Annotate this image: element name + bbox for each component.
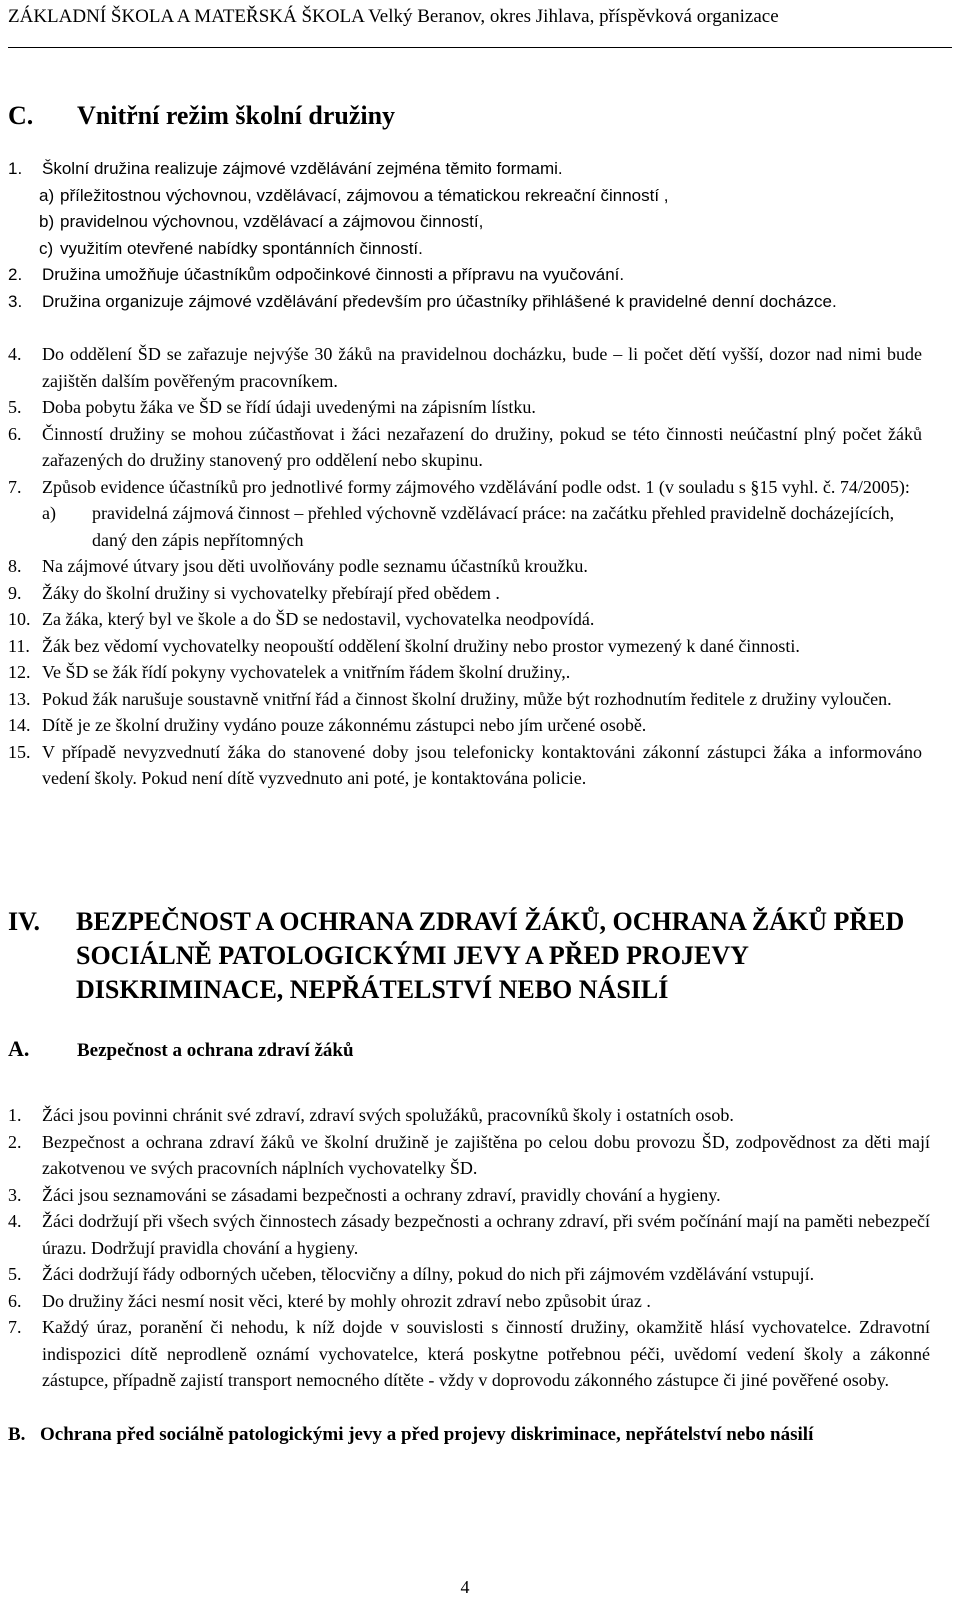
- list-item: 2. Bezpečnost a ochrana zdraví žáků ve školní družině je zajištěna po celou dobu provozu ŠD, zodpovědnost za děti mají zakotvenou ve svých pracovních náplních vychovatelky ŠD.: [8, 1131, 930, 1178]
- section-c-list-part2: [0, 341, 922, 792]
- list-item: 5. Doba pobytu žáka ve ŠD se řídí údaji uvedenými na zápisním lístku.: [8, 397, 536, 417]
- list-item: 1. Žáci jsou povinni chránit své zdraví, zdraví svých spolužáků, pracovníků školy i ostatních osob.: [8, 1105, 734, 1125]
- list-item: c) využitím otevřené nabídky spontánních činností.: [39, 238, 423, 258]
- list-item: 14. Dítě je ze školní družiny vydáno pouze zákonnému zástupci nebo jím určené osobě.: [8, 715, 647, 735]
- section-a-list: [0, 1102, 930, 1394]
- list-item: 3. Žáci jsou seznamováni se zásadami bezpečnosti a ochrany zdraví, pravidly chování a hygieny.: [8, 1184, 721, 1205]
- list-item: 15. V případě nevyzvednutí žáka do stanovené doby jsou telefonicky kontaktováni zákonní zástupci žáka a informováno vedení školy. Pokud není dítě vyzvednuto ani poté, je kontaktována policie.: [8, 741, 922, 788]
- school-header: ZÁKLADNÍ ŠKOLA A MATEŘSKÁ ŠKOLA Velký Beranov, okres Jihlava, příspěvková organizace: [8, 6, 779, 27]
- list-item: 10. Za žáka, který byl ve škole a do ŠD se nedostavil, vychovatelka neodpovídá.: [8, 609, 595, 629]
- list-item: 13. Pokud žák narušuje soustavně vnitřní řád a činnost školní družiny, může být rozhodnutím ředitele z družiny vyloučen.: [8, 688, 892, 709]
- list-item: 9. Žáky do školní družiny si vychovatelky přebírají před obědem .: [8, 582, 500, 603]
- list-item: 2. Družina umožňuje účastníkům odpočinkové činnosti a přípravu na vyučování.: [8, 265, 625, 284]
- section-c-title: Vnitřní režim školní družiny: [77, 101, 396, 130]
- list-item: 11. Žák bez vědomí vychovatelky neopouští oddělení školní družiny nebo prostor vymezený k dané činnosti.: [8, 635, 800, 656]
- section-c-number: C.: [8, 101, 34, 130]
- section-a-heading: [8, 1036, 354, 1062]
- section-b-number: B.: [8, 1424, 26, 1445]
- section-b-title: Ochrana před sociálně patologickými jevy a před projevy diskriminace, nepřátelství nebo násilí: [40, 1424, 814, 1445]
- list-item: 7. Způsob evidence účastníků pro jednotlivé formy zájmového vzdělávání podle odst. 1 (v souladu s §15 vyhl. č. 74/2005):: [8, 476, 910, 497]
- list-item: 1. Školní družina realizuje zájmové vzdělávání zejména těmito formami.: [8, 159, 563, 178]
- section-iv-number: IV.: [8, 907, 41, 936]
- page-number: 4: [460, 1577, 470, 1597]
- list-item: 5. Žáci dodržují řády odborných učeben, tělocvičny a dílny, pokud do nich při zájmovém vzdělávání vstupují.: [8, 1264, 815, 1284]
- list-item: 6. Do družiny žáci nesmí nosit věci, které by mohly ohrozit zdraví nebo způsobit úraz .: [8, 1290, 651, 1311]
- list-item: 8. Na zájmové útvary jsou děti uvolňovány podle seznamu účastníků kroužku.: [8, 556, 588, 576]
- section-c-heading: [8, 101, 395, 131]
- list-item: 7. Každý úraz, poranění či nehodu, k níž dojde v souvislosti s činností družiny, okamžitě hlásí vychovatelce. Zdravotní indispozici dítě neprodleně oznámí vychovatelce, která poskytne potřebnou péči, uvědomí vedení školy a zákonné zástupce, případně zajistí transport nemocného dítěte - vždy v doprovodu zákonného zástupce či jiné pověřené osoby.: [8, 1317, 930, 1390]
- section-a-number: A.: [8, 1036, 30, 1061]
- list-item: 3. Družina organizuje zájmové vzdělávání především pro účastníky přihlášené k pravidelné denní docházce.: [8, 291, 837, 311]
- list-item: 6. Činností družiny se mohou zúčastňovat i žáci nezařazení do družiny, pokud se této činnosti neúčastní plný počet žáků zařazených do družiny stanovený pro oddělení nebo skupinu.: [8, 423, 922, 470]
- list-item: a) příležitostnou výchovnou, vzdělávací, zájmovou a tématickou rekreační činností ,: [39, 185, 669, 205]
- list-item: b) pravidelnou výchovnou, vzdělávací a zájmovou činností,: [39, 212, 484, 231]
- list-item: 12. Ve ŠD se žák řídí pokyny vychovatelek a vnitřním řádem školní družiny,.: [8, 662, 571, 682]
- section-iv-title: BEZPEČNOST A OCHRANA ZDRAVÍ ŽÁKŮ, OCHRANA ŽÁKŮ PŘED SOCIÁLNĚ PATOLOGICKÝMI JEVY A PŘED PROJEVY DISKRIMINACE, NEPŘÁTELSTVÍ NEBO NÁSILÍ: [76, 907, 905, 1004]
- list-item: 4. Žáci dodržují při všech svých činnostech zásady bezpečnosti a ochrany zdraví, při svém počínání mají na paměti nebezpečí úrazu. Dodržují pravidla chování a hygieny.: [8, 1211, 930, 1258]
- section-a-title: Bezpečnost a ochrana zdraví žáků: [77, 1040, 354, 1061]
- header-rule: [8, 47, 952, 48]
- list-item: 4. Do oddělení ŠD se zařazuje nejvýše 30 žáků na pravidelnou docházku, bude – li počet dětí vyšší, dozor nad nimi bude zajištěn dalším pověřeným pracovníkem.: [8, 344, 922, 391]
- list-item: a) pravidelná zájmová činnost – přehled výchovně vzdělávací práce: na začátku přehled pravidelně docházejících, daný den zápis nepřítomných: [42, 503, 895, 550]
- section-c-list-part1: [0, 156, 930, 315]
